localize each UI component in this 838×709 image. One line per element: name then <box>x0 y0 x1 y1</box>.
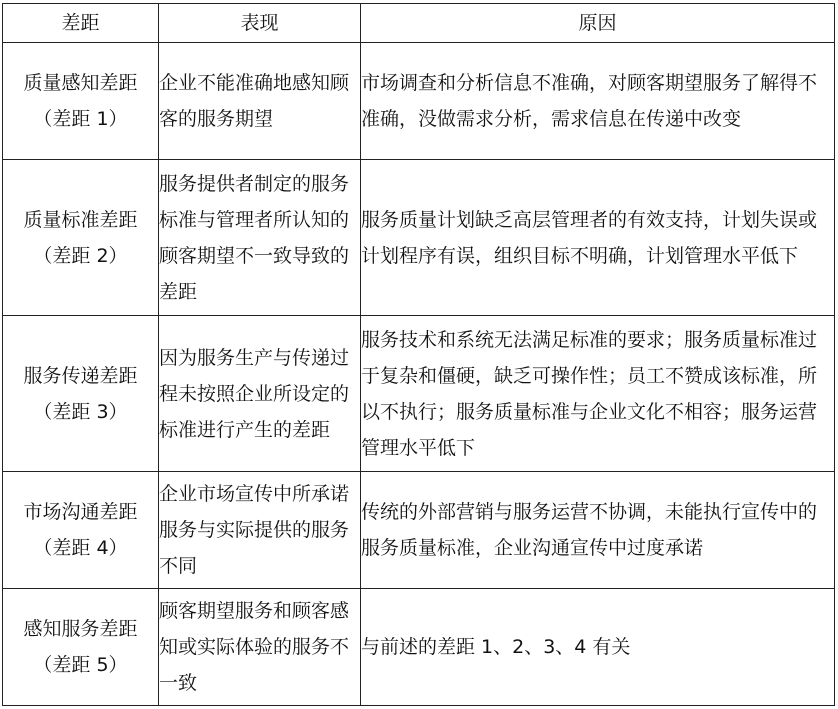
gap-code: （差距 5） <box>33 654 128 676</box>
gap-name: 感知服务差距 <box>23 618 138 640</box>
table-row <box>3 589 835 706</box>
symptom-cell: 企业市场宣传中所承诺服务与实际提供的服务不同 <box>159 472 361 589</box>
gap-cell <box>3 472 159 589</box>
symptom-cell: 因为服务生产与传递过程未按照企业所设定的标准进行产生的差距 <box>159 316 361 472</box>
cause-cell: 服务技术和系统无法满足标准的要求；服务质量标准过于复杂和僵硬，缺乏可操作性；员工不赞成该标准，所以不执行；服务质量标准与企业文化不相容；服务运营管理水平低下 <box>361 316 835 472</box>
gap-code: （差距 4） <box>33 537 128 559</box>
gap-name: 服务传递差距 <box>23 364 138 387</box>
cause-cell: 传统的外部营销与服务运营不协调，未能执行宣传中的服务质量标准，企业沟通宣传中过度承诺 <box>361 472 835 589</box>
table-row <box>3 43 835 160</box>
gap-code: （差距 3） <box>33 400 128 423</box>
service-gap-table <box>2 3 835 706</box>
gap-cell <box>3 160 159 316</box>
cause-cell: 服务质量计划缺乏高层管理者的有效支持，计划失误或计划程序有误，组织目标不明确，计划管理水平低下 <box>361 160 835 316</box>
cause-cell: 与前述的差距 1、2、3、4 有关 <box>361 589 835 706</box>
table-row <box>3 316 835 472</box>
gap-name: 质量感知差距 <box>23 72 138 94</box>
gap-code: （差距 1） <box>33 108 128 130</box>
gap-name: 质量标准差距 <box>23 208 138 231</box>
header-row <box>3 4 835 43</box>
gap-code: （差距 2） <box>33 244 128 267</box>
gap-cell <box>3 316 159 472</box>
gap-cell <box>3 589 159 706</box>
symptom-cell: 企业不能准确地感知顾客的服务期望 <box>159 43 361 160</box>
symptom-cell: 顾客期望服务和顾客感知或实际体验的服务不一致 <box>159 589 361 706</box>
header-gap: 差距 <box>3 4 159 43</box>
cause-cell: 市场调查和分析信息不准确，对顾客期望服务了解得不准确，没做需求分析，需求信息在传递中改变 <box>361 43 835 160</box>
header-cause: 原因 <box>361 4 835 43</box>
symptom-cell: 服务提供者制定的服务标准与管理者所认知的顾客期望不一致导致的差距 <box>159 160 361 316</box>
gap-name: 市场沟通差距 <box>23 501 138 523</box>
header-symptom: 表现 <box>159 4 361 43</box>
gap-cell <box>3 43 159 160</box>
table-row <box>3 160 835 316</box>
table-row <box>3 472 835 589</box>
